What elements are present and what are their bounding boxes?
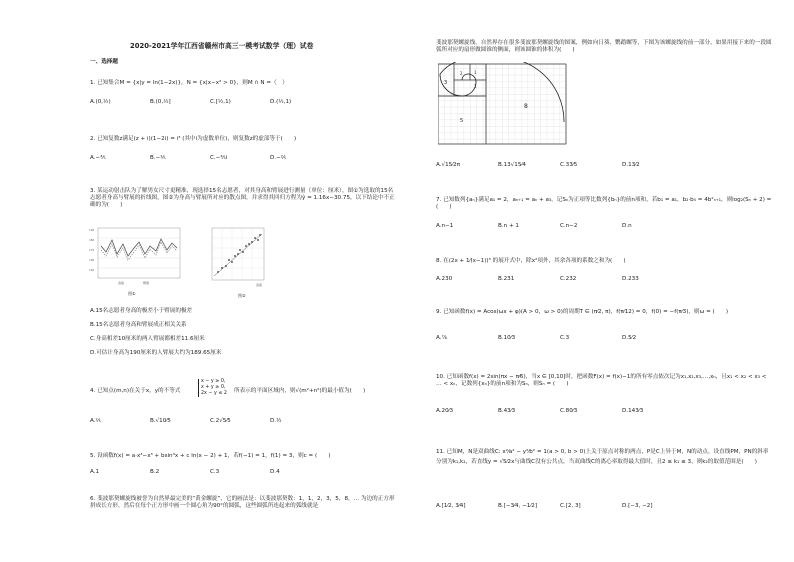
q8-option-d[interactable]: D.233 (622, 276, 639, 282)
q4-inequality-system (198, 379, 227, 397)
q6-stem: 6. 斐波那契螺旋线被誉为自然界最完美的“黄金螺旋”，它的画法是：以斐波那契数：1，1，2，3，5，8，… 为边的正方形拼成长方形，然后在每个正方形中画一个圆心角为90°的圆弧，这些圆弧所连起来的弧线就是 (90, 496, 395, 509)
q11-option-a[interactable]: A.[1⁄2, 3⁄4] (436, 503, 466, 509)
q1-option-a[interactable]: A.(0,½) (90, 99, 111, 105)
q3-scatter-chart (206, 226, 266, 290)
fib-label-5: 5 (460, 118, 464, 124)
q9-option-c[interactable]: C.3 (560, 335, 570, 341)
q1-option-c[interactable]: C.[½,1) (210, 99, 231, 105)
fib-label-1b: 1 (474, 84, 477, 89)
q4-ineq-2: x + y ≥ 0, (201, 385, 226, 390)
q7-option-b[interactable]: B.n + 1 (498, 223, 519, 229)
q9-option-b[interactable]: B.10⁄3 (498, 335, 516, 341)
q3-chart1-legend-arm: 臂展 (143, 281, 150, 285)
q7-option-d[interactable]: D.n (622, 223, 632, 229)
q3-chart1-legend-height: 身高 (118, 281, 125, 285)
svg-text:170: 170 (89, 248, 95, 252)
q3-option-c[interactable]: C.身高相差10厘米的两人臂展都相差11.6厘米 (90, 336, 205, 342)
fib-label-1a: 1 (474, 70, 477, 75)
doc-title: 2020-2021学年江西省赣州市高三一模考试数学（理）试卷 (130, 42, 314, 50)
q11-stem: 11. 已知M，N是双曲线C: x²⁄a² − y²⁄b² = 1(a > 0, b > 0)上关于原点对称的两点，P是C上异于M，N的动点，设直线PM，PN的斜率分别为k₁,k₂，若直线y = √5⁄2x与曲线C没有公共点，当双曲线C的离心率取得最大值时，且2 ≤ k₁ ≤ 3，则k₂的取值范围是( ) (436, 449, 769, 465)
q11-option-c[interactable]: C.[2, 3] (560, 503, 581, 509)
svg-text:160: 160 (89, 258, 95, 262)
q1-option-b[interactable]: B.(0,½] (150, 99, 171, 105)
q3-stem: 3. 某运动射击队为了解男女尺寸更精准，现选择15名志愿者，对其身高和臂展进行测量（单位：厘米），图①为选取的15名志愿者身高与臂展的折线图，图②为身高与臂展所对应的散点图，并求得其回归方程为ŷ = 1.16x−30.75，以下结论中不正确的为( ) (90, 188, 395, 208)
q9-stem: 9. 已知函数f(x) = Acos(ωx + φ)(A > 0，ω > 0)的周期T ∈ (π⁄2, π)，f(π⁄12) = 0，f(0) = −f(π⁄3)，则ω = ( ) (436, 309, 729, 315)
q8-option-a[interactable]: A.230 (436, 276, 453, 282)
q4-ineq-3: 2x − y ≤ 2 (201, 391, 227, 396)
q2-stem: 2. 已知复数z满足(z + i)(1−2i) = i³ (其中i为虚数单位)，则复数z的虚部等于( ) (90, 136, 297, 142)
q5-option-b[interactable]: B.2 (150, 469, 160, 475)
svg-text:180: 180 (89, 238, 95, 242)
q5-stem: 5. 设函数f(x) = a·x³−x³ + bsin³x + c ln(x − 2) + 1，若f(−1) = 1，f(1) = 3，则c = ( ) (90, 453, 331, 459)
q10-option-b[interactable]: B.43⁄3 (498, 408, 516, 414)
q9-option-a[interactable]: A.⅞ (436, 335, 447, 341)
svg-text:150: 150 (89, 268, 95, 272)
q3-option-b[interactable]: B.15名志愿者身高和臂展成正相关关系 (90, 322, 187, 328)
q10-option-d[interactable]: D.143⁄3 (622, 408, 644, 414)
q4-option-c[interactable]: C.2√5⁄5 (210, 418, 231, 424)
q6-continuation: 斐波那契螺旋线，自然界存在很多斐波那契螺旋线的图案，例如向日葵、鹦鹉螺等，下图为该螺旋线的前一部分，如果用接下来的一段圆弧所对应的扇形做圆锥的侧面，则该圆锥的体积为( ) (436, 40, 772, 53)
q4-option-d[interactable]: D.½ (270, 418, 282, 424)
q9-option-d[interactable]: D.5⁄2 (622, 335, 637, 341)
q6-option-c[interactable]: C.33⁄5 (560, 162, 578, 168)
q3-chart1-caption: 图① (128, 291, 136, 296)
q2-option-d[interactable]: D.−⅖ (270, 155, 287, 161)
q11-option-b[interactable]: B.[−3⁄4, −1⁄2] (498, 503, 538, 509)
q3-line-chart (88, 226, 184, 288)
q3-option-a[interactable]: A.15名志愿者身高的极差小于臂展的极差 (90, 308, 193, 314)
section-heading: 一、选择题 (90, 59, 118, 65)
q5-option-a[interactable]: A.1 (90, 469, 100, 475)
q11-option-d[interactable]: D.[−3, −2] (622, 503, 653, 509)
q8-option-b[interactable]: B.231 (498, 276, 515, 282)
q6-option-d[interactable]: D.13⁄2 (622, 162, 640, 168)
q4-option-b[interactable]: B.√10⁄5 (150, 418, 171, 424)
fib-label-2: 2 (460, 71, 463, 76)
q5-option-d[interactable]: D.4 (270, 469, 280, 475)
q1-stem: 1. 已知集合M = {x|y = ln(1−2x)}，N = {x|x−x² > 0}，则M ∩ N =（ ） (90, 80, 288, 86)
svg-text:190: 190 (89, 228, 95, 232)
q4-stem: 4. 已知点(m,n)在关于x，y的不等式 (90, 388, 181, 394)
q7-stem: 7. 已知数列{aₙ}满足a₁ = 2，aₙ₊₁ = aₙ + a₃，记Sₙ为正项等比数列{bₙ}的前n项和，若b₁ = a₁，b₂·b₅ = 4b²ₙ₊₁，则log₂(Sₙ + 2) = ( ) (436, 197, 772, 210)
q10-stem: 10. 已知函数f(x) = 2sin(πx − π⁄6)，当x ∈ [0,10]时，把函数F(x) = f(x)−1的所有零点依次记为x₁,x₂,x₃,…,xₙ，且x₁ < x₂ < x₃ < … < xₙ，记数列{xₙ}的前n项和为Sₙ，则Sₙ = ( ) (436, 374, 767, 387)
q7-option-c[interactable]: C.n−2 (560, 223, 578, 229)
q2-option-b[interactable]: B.−⅗ (150, 155, 166, 161)
q4-ineq-1: x − y ≥ 0, (201, 379, 226, 384)
q2-option-a[interactable]: A.−⅘ (90, 155, 106, 161)
q6-option-b[interactable]: B.13√15⁄4 (498, 162, 526, 168)
q6-option-a[interactable]: A.√15⁄2π (436, 162, 461, 168)
q10-option-c[interactable]: C.80⁄3 (560, 408, 578, 414)
q3-chart2-caption: 图② (238, 293, 246, 298)
q2-option-c[interactable]: C.−⅘i (210, 155, 228, 161)
q8-option-c[interactable]: C.232 (560, 276, 577, 282)
q10-option-a[interactable]: A.20⁄3 (436, 408, 454, 414)
q6-fibonacci-figure (438, 62, 568, 148)
q5-option-c[interactable]: C.3 (210, 469, 220, 475)
q1-option-d[interactable]: D.(½,1) (270, 99, 292, 105)
q8-stem: 8. 在(2x + 1⁄(x−1))⁵ 的展开式中，除x²项外，其余各项的系数之和为( ) (436, 258, 626, 264)
q4-option-a[interactable]: A.⅖ (90, 418, 101, 424)
q4-stem-tail: 所表示的平面区域内，则√(m²+n²)的最小值为( ) (234, 388, 366, 394)
fib-label-8: 8 (524, 103, 528, 110)
q7-option-a[interactable]: A.n−1 (436, 223, 454, 229)
fib-label-3: 3 (444, 80, 448, 86)
q3-option-d[interactable]: D.可估计身高为190厘米的人臂展大约为189.65厘米 (90, 350, 222, 356)
q3-chart2-xlabel: 身高 (256, 283, 263, 287)
